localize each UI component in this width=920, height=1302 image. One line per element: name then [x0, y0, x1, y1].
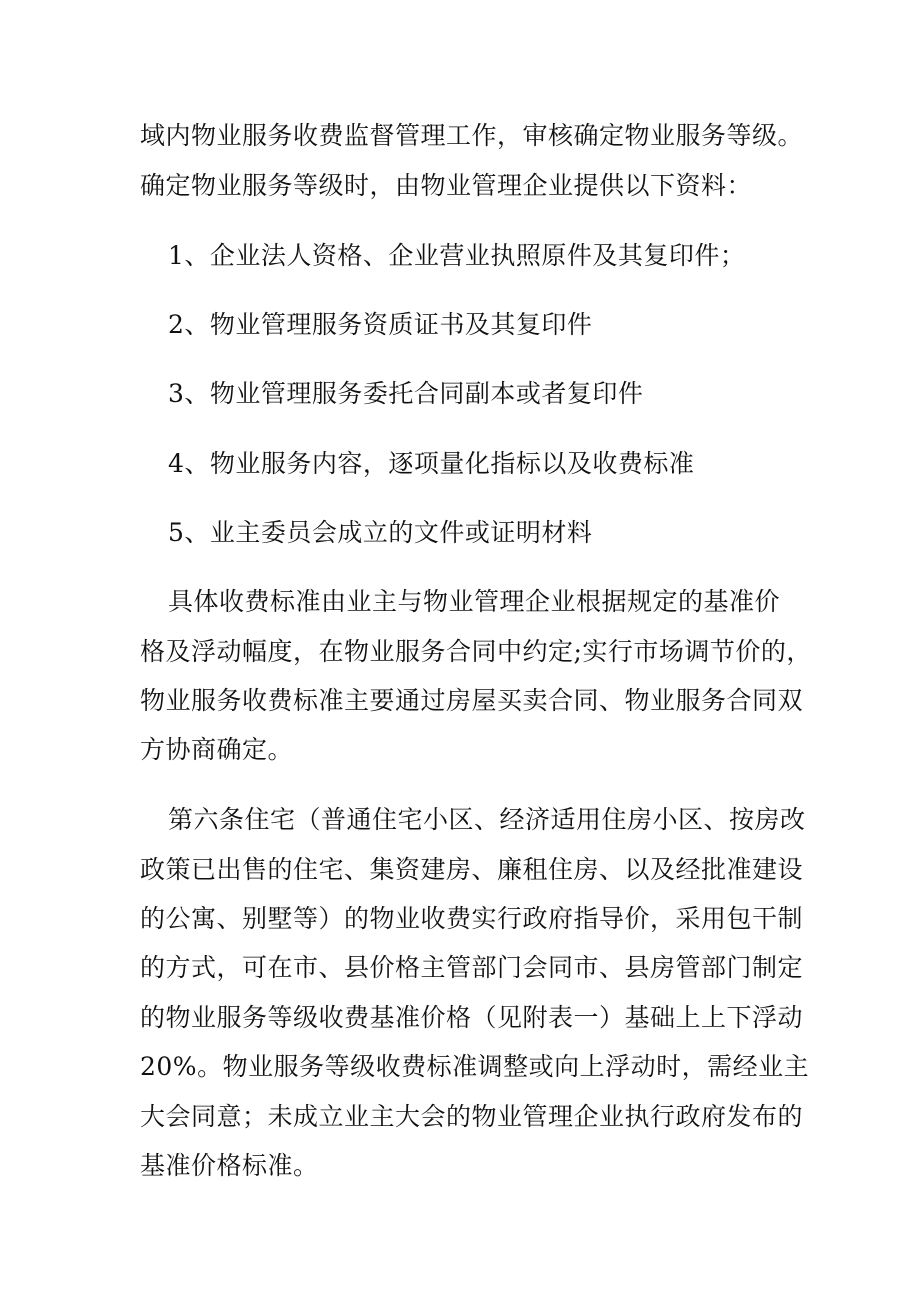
paragraph-line: 第六条住宅（普通住宅小区、经济适用住房小区、按房改	[168, 805, 806, 834]
list-item: 3、物业管理服务委托合同副本或者复印件	[168, 379, 644, 408]
list-item: 5、业主委员会成立的文件或证明材料	[168, 518, 593, 547]
paragraph-line: 的方式，可在市、县价格主管部门会同市、县房管部门制定	[140, 953, 804, 982]
paragraph-line: 具体收费标准由业主与物业管理企业根据规定的基准价	[168, 587, 781, 616]
list-item: 2、物业管理服务资质证书及其复印件	[168, 310, 593, 339]
paragraph-line: 方协商确定。	[140, 735, 294, 764]
list-item: 1、企业法人资格、企业营业执照原件及其复印件；	[168, 241, 746, 270]
paragraph-line: 政策已出售的住宅、集资建房、廉租住房、以及经批准建设	[140, 855, 804, 884]
paragraph-line: 格及浮动幅度，在物业服务合同中约定;实行市场调节价的，	[140, 637, 812, 666]
list-item: 4、物业服务内容，逐项量化指标以及收费标准	[168, 449, 695, 478]
paragraph-line: 20%。物业服务等级收费标准调整或向上浮动时，需经业主	[140, 1052, 810, 1081]
paragraph-line: 物业服务收费标准主要通过房屋买卖合同、物业服务合同双	[140, 686, 804, 715]
paragraph-line: 域内物业服务收费监督管理工作，审核确定物业服务等级。	[140, 121, 804, 150]
paragraph-line: 的公寓、别墅等）的物业收费实行政府指导价，采用包干制	[140, 904, 804, 933]
paragraph-line: 基准价格标准。	[140, 1151, 319, 1180]
paragraph-line: 确定物业服务等级时，由物业管理企业提供以下资料：	[140, 171, 753, 200]
paragraph-line: 的物业服务等级收费基准价格（见附表一）基础上上下浮动	[140, 1003, 804, 1032]
paragraph-line: 大会同意；未成立业主大会的物业管理企业执行政府发布的	[140, 1102, 804, 1131]
